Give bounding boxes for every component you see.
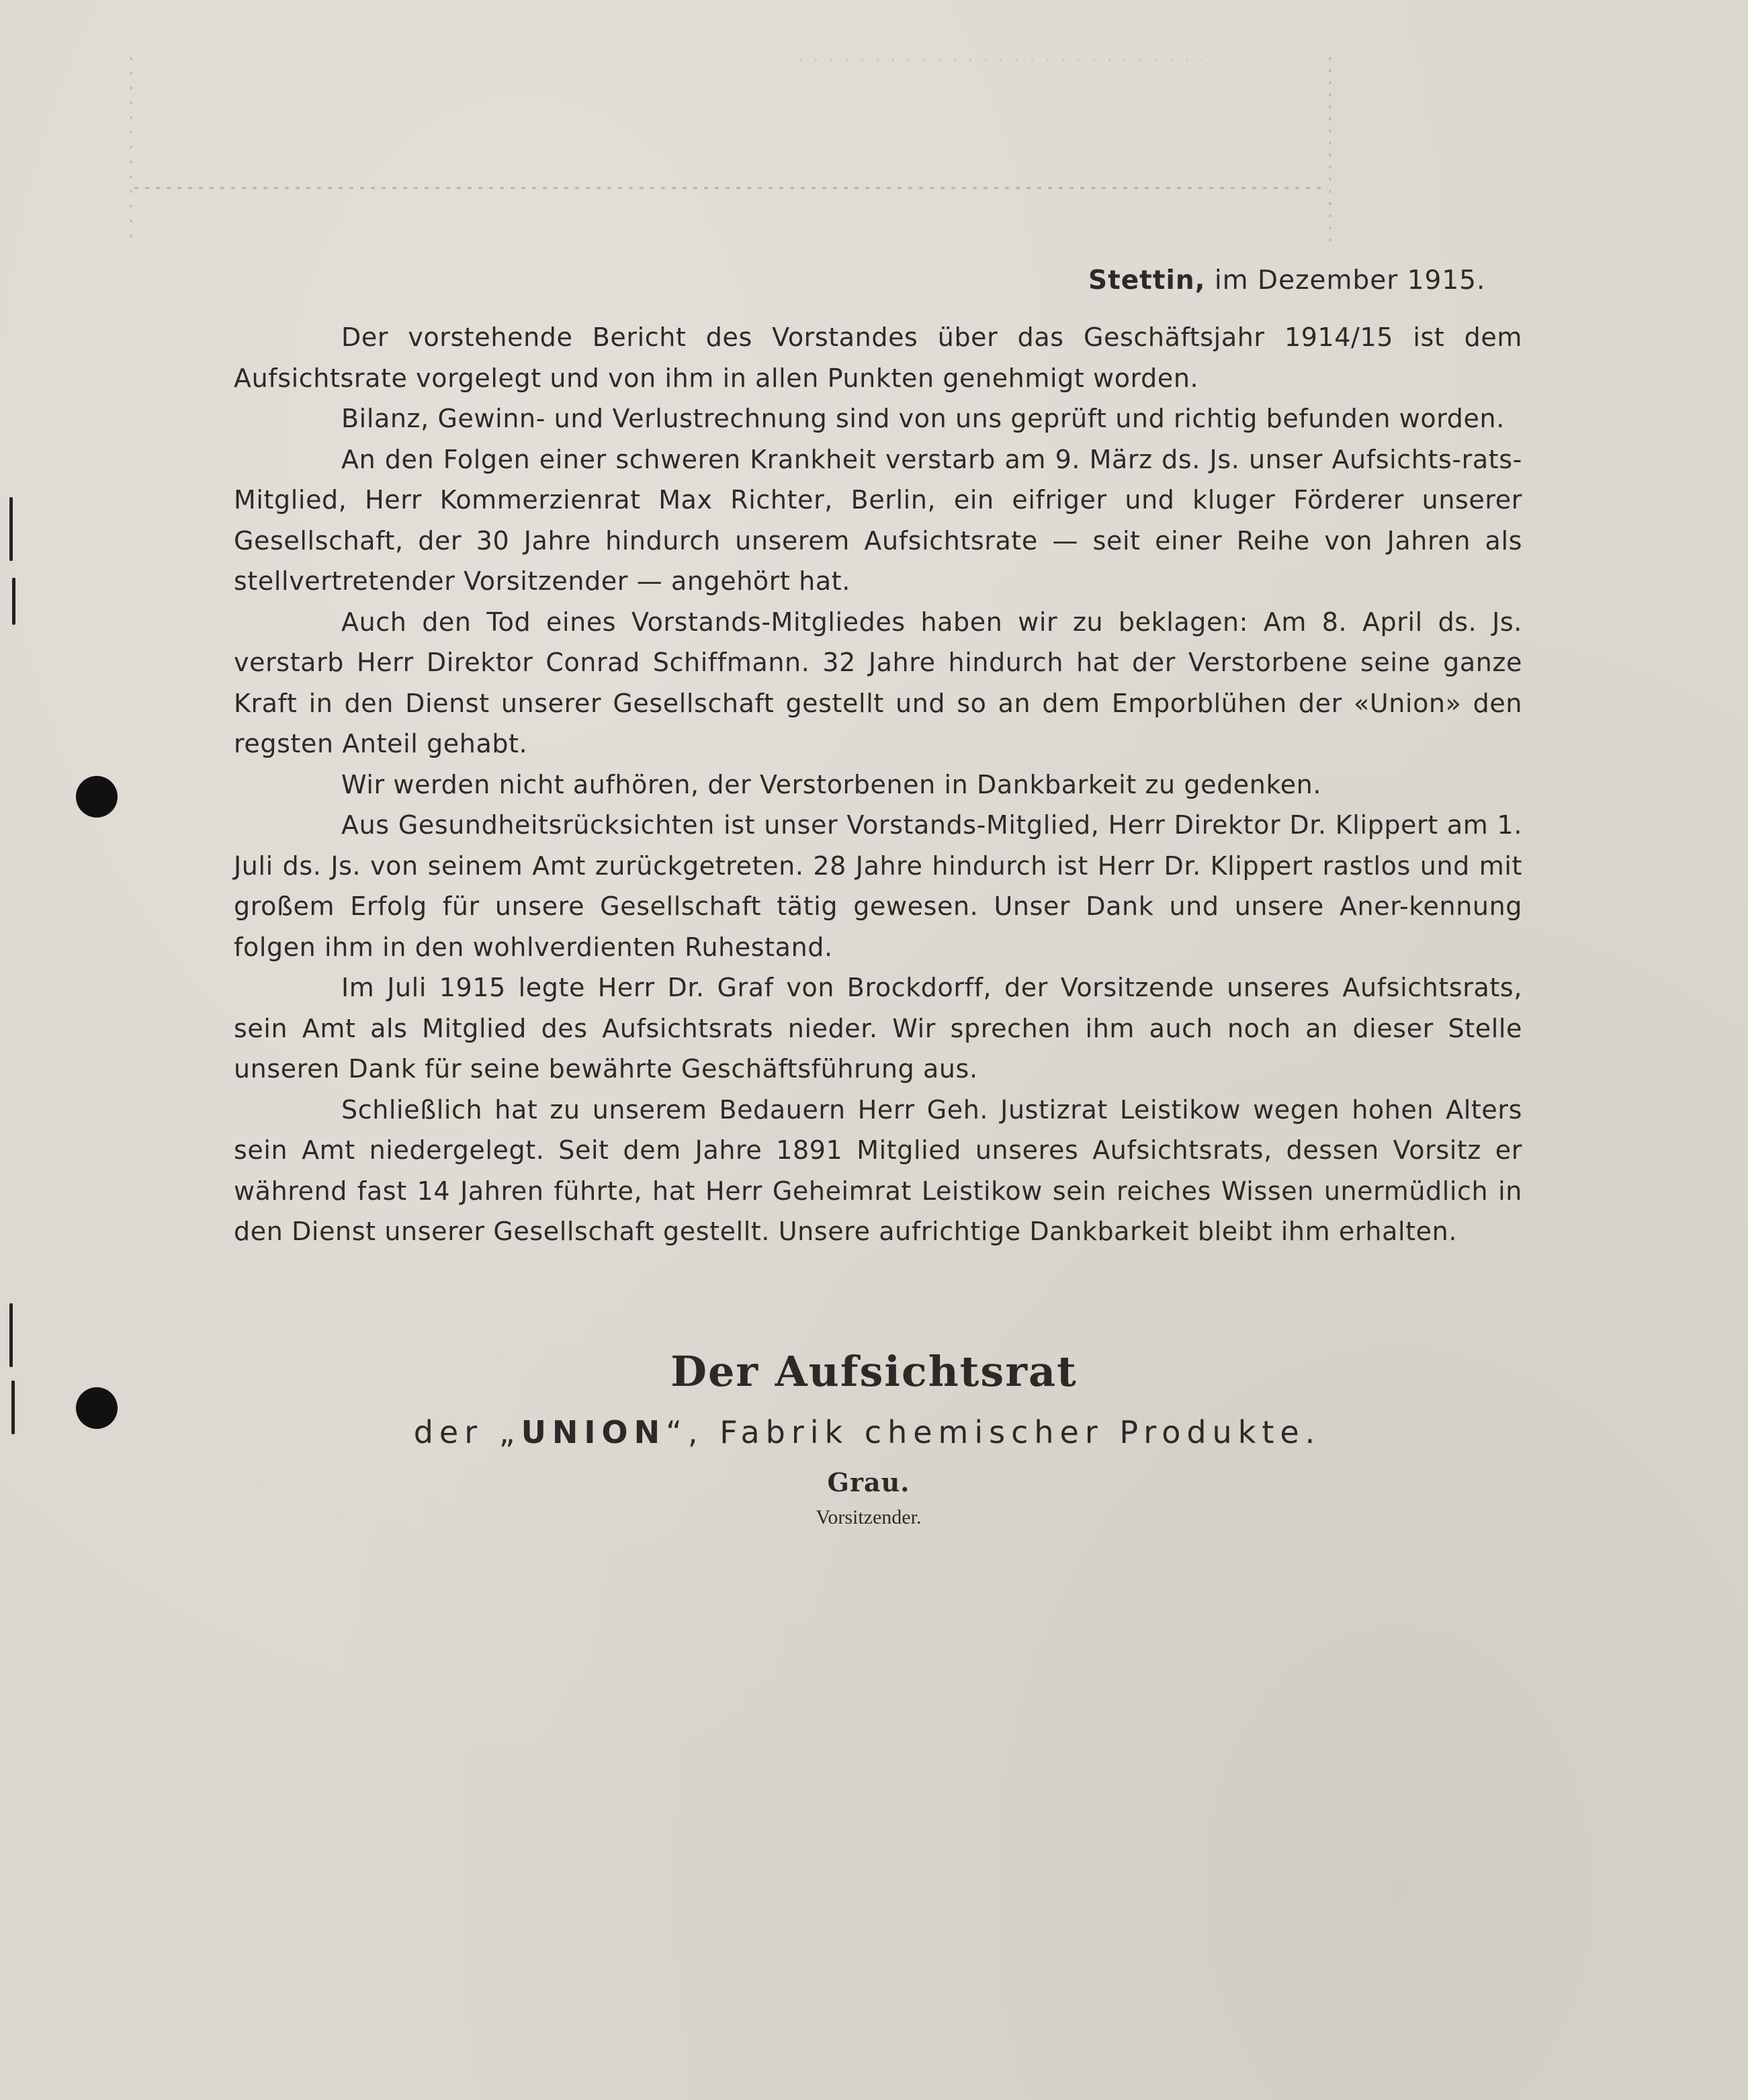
paragraph: Schließlich hat zu unserem Bedauern Herr Geh. Justizrat Leistikow wegen hohen Alters sein Amt niedergelegt. Seit dem Jahre 1891 Mitglied unseres Aufsichtsrats, dessen Vorsitz er während fast 14 Jahren führte, hat Herr Geheimrat Leistikow sein reiches Wissen unermüdlich in den Dienst unserer Gesellschaft gestellt. Unsere aufrichtige Dankbarkeit bleibt ihm erhalten.	[234, 1094, 1522, 1246]
edge-mark-top	[9, 497, 13, 561]
place-date-line	[1088, 265, 1485, 296]
company-suffix: “, Fabrik chemischer Produkte.	[666, 1414, 1321, 1450]
paragraph: Der vorstehende Bericht des Vorstandes über das Geschäftsjahr 1914/15 ist dem Aufsichtsrate vorgelegt und von ihm in allen Punkten genehmigt worden.	[234, 322, 1522, 393]
paragraph: Wir werden nicht aufhören, der Verstorbenen in Dankbarkeit zu gedenken.	[341, 769, 1322, 799]
faint-bleed-through-marks	[128, 54, 1337, 255]
edge-mark-top-lower	[12, 578, 15, 625]
punch-hole-upper	[76, 776, 118, 818]
company-name: UNION	[521, 1414, 666, 1450]
report-body	[234, 317, 1522, 1252]
paragraph: Im Juli 1915 legte Herr Dr. Graf von Brockdorff, der Vorsitzende unseres Aufsichtsrats, sein Amt als Mitglied des Aufsichtsrats nieder. Wir sprechen ihm auch noch an dieser Stelle unseren Dank für seine bewährte Geschäftsführung aus.	[234, 973, 1522, 1084]
signatory-role: Vorsitzender.	[816, 1506, 922, 1528]
place-name: Stettin,	[1088, 265, 1206, 296]
paragraph: Aus Gesundheitsrücksichten ist unser Vorstands-Mitglied, Herr Direktor Dr. Klippert am 1. Juli ds. Js. von seinem Amt zurückgetreten. 28 Jahre hindurch ist Herr Dr. Klippert rastlos und mit großem Erfolg für unsere Gesellschaft tätig gewesen. Unser Dank und unsere Aner-kennung folgen ihm in den wohlverdienten Ruhestand.	[234, 810, 1522, 962]
company-prefix: der „	[413, 1414, 521, 1450]
letter-date: im Dezember 1915.	[1214, 265, 1486, 296]
paragraph: Bilanz, Gewinn- und Verlustrechnung sind von uns geprüft und richtig befunden worden.	[341, 404, 1505, 433]
paragraph: Auch den Tod eines Vorstands-Mitgliedes haben wir zu beklagen: Am 8. April ds. Js. verstarb Herr Direktor Conrad Schiffmann. 32 Jahre hindurch hat der Verstorbene seine ganze Kraft in den Dienst unserer Gesellschaft gestellt und so an dem Emporblühen der «Union» den regsten Anteil gehabt.	[234, 607, 1522, 758]
paragraph: An den Folgen einer schweren Krankheit verstarb am 9. März ds. Js. unser Aufsichts-rats-Mitglied, Herr Kommerzienrat Max Richter, Berlin, ein eifriger und kluger Förderer unserer Gesellschaft, der 30 Jahre hindurch unserem Aufsichtsrate — seit einer Reihe von Jahren als stellvertretender Vorsitzender — angehört hat.	[234, 444, 1522, 596]
signatory-name: Grau.	[827, 1467, 910, 1497]
signature-title: Der Aufsichtsrat	[670, 1347, 1078, 1396]
signature-company	[0, 1414, 1741, 1450]
